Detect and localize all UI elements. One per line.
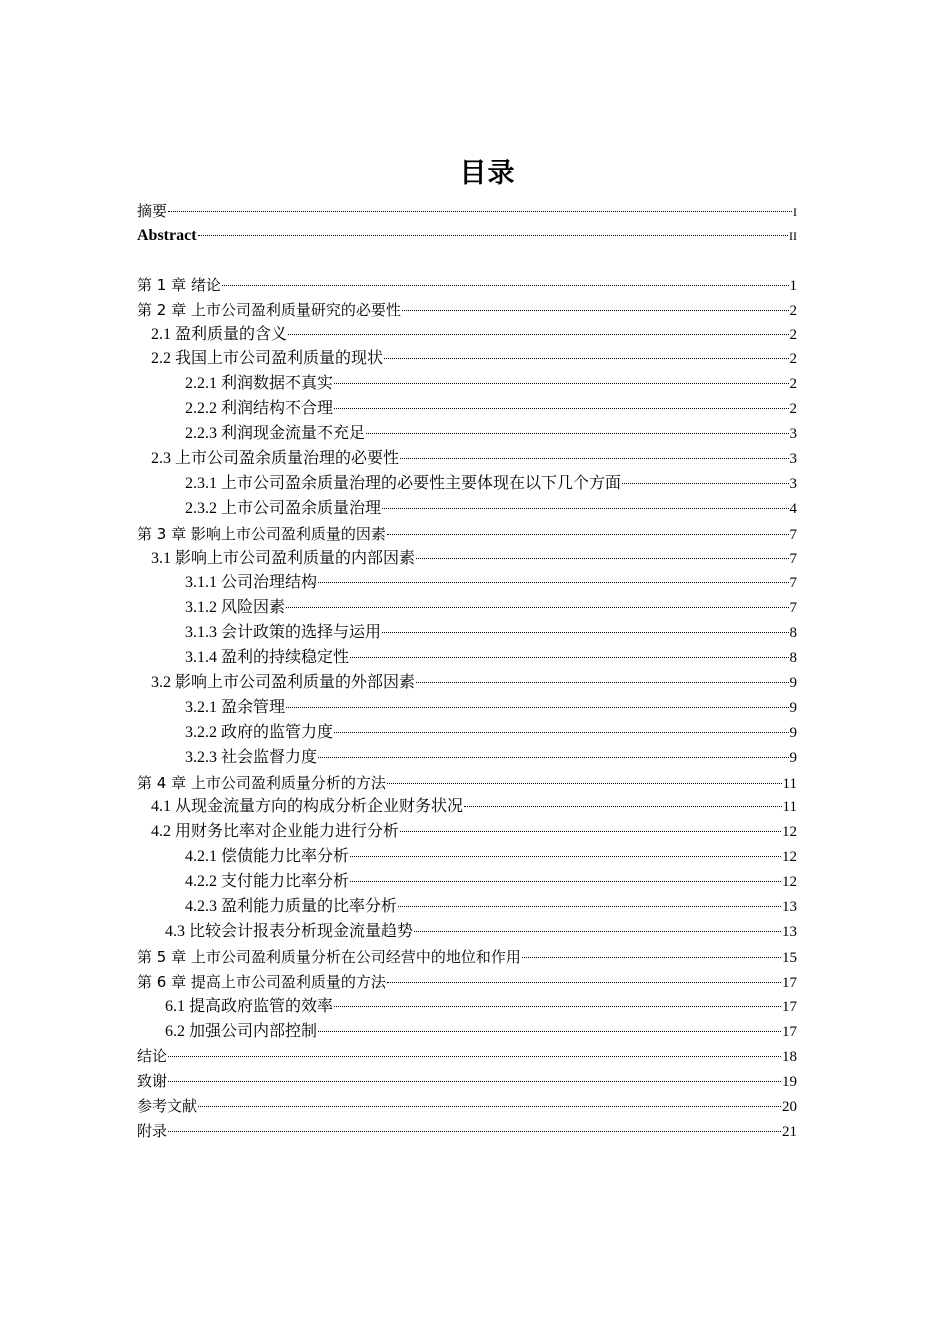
dot-leader bbox=[350, 880, 781, 882]
toc-entry-page: 2 bbox=[789, 326, 797, 343]
toc-entry-section[interactable] bbox=[137, 1020, 797, 1045]
toc-entry-page: 15 bbox=[782, 949, 797, 966]
toc-entry-section[interactable] bbox=[137, 547, 797, 572]
toc-entry-label: 4.2 用财务比率对企业能力进行分析 bbox=[151, 823, 400, 841]
toc-entry-label: 参考文献 bbox=[137, 1097, 198, 1116]
toc-entry-page: 7 bbox=[789, 575, 797, 592]
toc-entry-page: 17 bbox=[782, 974, 797, 991]
toc-entry-label: 4.2.2 支付能力比率分析 bbox=[185, 873, 350, 891]
toc-entry-page: 2 bbox=[789, 401, 797, 418]
toc-entry-subsection[interactable] bbox=[137, 571, 797, 596]
toc-entry-page: 1 bbox=[789, 277, 797, 294]
toc-entry-page: 18 bbox=[782, 1049, 797, 1066]
toc-entry-page: 12 bbox=[782, 849, 797, 866]
dot-leader bbox=[400, 457, 788, 459]
toc-entry-page: 12 bbox=[782, 824, 797, 841]
toc-entry-label: 6.2 加强公司内部控制 bbox=[165, 1022, 318, 1040]
toc-entry-page: 7 bbox=[789, 526, 797, 543]
dot-leader bbox=[168, 1055, 781, 1057]
toc-entry-label: 3.2.1 盈余管理 bbox=[185, 698, 286, 716]
toc-entry-page: 9 bbox=[789, 699, 797, 716]
toc-entry-conclusion[interactable] bbox=[137, 1044, 797, 1069]
dot-leader bbox=[288, 333, 788, 335]
dot-leader bbox=[198, 1105, 781, 1107]
dot-leader bbox=[382, 631, 788, 633]
toc-entry-page: 4 bbox=[789, 500, 797, 517]
dot-leader bbox=[318, 756, 788, 758]
dot-leader bbox=[400, 830, 781, 832]
toc-entry-label: 致谢 bbox=[137, 1072, 168, 1091]
toc-entry-label: 摘要 bbox=[137, 202, 168, 220]
toc-entry-section[interactable] bbox=[137, 795, 797, 820]
toc-entry-label: 3.1.3 会计政策的选择与运用 bbox=[185, 624, 382, 642]
dot-leader bbox=[387, 782, 782, 784]
toc-entry-chapter-2[interactable] bbox=[137, 298, 797, 323]
dot-leader bbox=[334, 1005, 781, 1007]
dot-leader bbox=[334, 382, 788, 384]
toc-entry-subsection[interactable] bbox=[137, 472, 797, 497]
dot-leader bbox=[414, 930, 781, 932]
toc-entry-page: 9 bbox=[789, 749, 797, 766]
toc-list bbox=[137, 199, 797, 1144]
toc-entry-page: 2 bbox=[789, 376, 797, 393]
toc-entry-label: 2.3.1 上市公司盈余质量治理的必要性主要体现在以下几个方面 bbox=[185, 474, 622, 492]
toc-entry-label: 3.1.4 盈利的持续稳定性 bbox=[185, 649, 350, 667]
toc-entry-page: I bbox=[793, 205, 797, 219]
toc-entry-page: 17 bbox=[782, 1023, 797, 1040]
toc-entry-label: 6.1 提高政府监管的效率 bbox=[165, 997, 334, 1015]
toc-entry-page: 3 bbox=[789, 426, 797, 443]
toc-entry-subsection[interactable] bbox=[137, 870, 797, 895]
toc-entry-page: 7 bbox=[789, 600, 797, 617]
toc-entry-label: 第 5 章 上市公司盈利质量分析在公司经营中的地位和作用 bbox=[137, 947, 521, 966]
toc-entry-page: 8 bbox=[789, 650, 797, 667]
toc-entry-section[interactable] bbox=[137, 995, 797, 1020]
toc-entry-label: 4.1 从现金流量方向的构成分析企业财务状况 bbox=[151, 798, 464, 816]
toc-entry-page: 7 bbox=[789, 550, 797, 567]
toc-entry-subsection[interactable] bbox=[137, 596, 797, 621]
toc-entry-label: 结论 bbox=[137, 1047, 168, 1066]
dot-leader bbox=[168, 210, 792, 212]
dot-leader bbox=[198, 234, 788, 236]
toc-entry-label: 3.2.2 政府的监管力度 bbox=[185, 723, 334, 741]
toc-entry-label: 第 1 章 绪论 bbox=[137, 275, 221, 294]
toc-entry-subsection[interactable] bbox=[137, 372, 797, 397]
toc-entry-subsection[interactable] bbox=[137, 746, 797, 771]
toc-entry-references[interactable] bbox=[137, 1094, 797, 1119]
dot-leader bbox=[382, 507, 788, 509]
toc-entry-chapter-4[interactable] bbox=[137, 771, 797, 796]
toc-entry-page: 21 bbox=[782, 1124, 797, 1141]
toc-entry-chapter-1[interactable] bbox=[137, 273, 797, 298]
toc-entry-label: 3.1 影响上市公司盈利质量的内部因素 bbox=[151, 549, 416, 567]
toc-entry-label: 3.2 影响上市公司盈利质量的外部因素 bbox=[151, 674, 416, 692]
toc-entry-page: 3 bbox=[789, 451, 797, 468]
dot-leader bbox=[286, 606, 788, 608]
toc-entry-label: Abstract bbox=[137, 226, 197, 244]
toc-entry-page: 20 bbox=[782, 1099, 797, 1116]
toc-entry-label: 3.1.2 风险因素 bbox=[185, 599, 286, 617]
dot-leader bbox=[387, 981, 781, 983]
toc-title: 目录 bbox=[459, 158, 516, 189]
dot-leader bbox=[168, 1130, 781, 1132]
dot-leader bbox=[387, 533, 789, 535]
toc-entry-abstract-en[interactable] bbox=[137, 224, 797, 249]
dot-leader bbox=[334, 407, 788, 409]
toc-entry-section[interactable] bbox=[137, 820, 797, 845]
toc-entry-page: 9 bbox=[789, 675, 797, 692]
dot-leader bbox=[286, 706, 788, 708]
toc-entry-subsection[interactable] bbox=[137, 646, 797, 671]
toc-entry-page: 2 bbox=[789, 351, 797, 368]
toc-entry-section[interactable] bbox=[137, 323, 797, 348]
toc-entry-label: 3.1.1 公司治理结构 bbox=[185, 574, 318, 592]
dot-leader bbox=[168, 1080, 781, 1082]
toc-entry-chapter-6[interactable] bbox=[137, 970, 797, 995]
toc-entry-subsection[interactable] bbox=[137, 696, 797, 721]
toc-entry-label: 第 4 章 上市公司盈利质量分析的方法 bbox=[137, 773, 386, 792]
toc-entry-label: 2.2.3 利润现金流量不充足 bbox=[185, 425, 366, 443]
toc-entry-label: 第 6 章 提高上市公司盈利质量的方法 bbox=[137, 972, 386, 991]
dot-leader bbox=[416, 557, 788, 559]
toc-entry-subsection[interactable] bbox=[137, 397, 797, 422]
dot-leader bbox=[222, 284, 789, 286]
toc-entry-chapter-5[interactable] bbox=[137, 945, 797, 970]
toc-entry-label: 附录 bbox=[137, 1122, 168, 1141]
dot-leader bbox=[622, 482, 788, 484]
toc-entry-label: 4.2.1 偿债能力比率分析 bbox=[185, 848, 350, 866]
toc-entry-section[interactable] bbox=[137, 347, 797, 372]
toc-entry-label: 2.3 上市公司盈余质量治理的必要性 bbox=[151, 450, 400, 468]
dot-leader bbox=[366, 432, 788, 434]
toc-entry-subsection[interactable] bbox=[137, 721, 797, 746]
toc-entry-abstract-cn[interactable] bbox=[137, 199, 797, 224]
toc-entry-page: 13 bbox=[782, 899, 797, 916]
dot-leader bbox=[384, 357, 788, 359]
toc-entry-page: 19 bbox=[782, 1074, 797, 1091]
dot-leader bbox=[416, 681, 788, 683]
toc-entry-subsection[interactable] bbox=[137, 621, 797, 646]
dot-leader bbox=[318, 581, 788, 583]
dot-leader bbox=[402, 309, 789, 311]
dot-leader bbox=[318, 1030, 781, 1032]
toc-entry-page: 2 bbox=[789, 302, 797, 319]
dot-leader bbox=[350, 656, 788, 658]
toc-entry-label: 2.3.2 上市公司盈余质量治理 bbox=[185, 499, 382, 517]
toc-entry-subsection[interactable] bbox=[137, 895, 797, 920]
toc-entry-label: 第 3 章 影响上市公司盈利质量的因素 bbox=[137, 524, 386, 543]
toc-entry-page: 3 bbox=[789, 475, 797, 492]
toc-entry-label: 4.2.3 盈利能力质量的比率分析 bbox=[185, 898, 398, 916]
toc-entry-label: 2.2.2 利润结构不合理 bbox=[185, 400, 334, 418]
toc-entry-label: 第 2 章 上市公司盈利质量研究的必要性 bbox=[137, 300, 401, 319]
toc-entry-label: 2.1 盈利质量的含义 bbox=[151, 325, 288, 343]
dot-leader bbox=[522, 956, 781, 958]
toc-entry-label: 2.2.1 利润数据不真实 bbox=[185, 375, 334, 393]
toc-entry-subsection[interactable] bbox=[137, 422, 797, 447]
toc-entry-section[interactable] bbox=[137, 447, 797, 472]
toc-entry-page: 12 bbox=[782, 874, 797, 891]
toc-entry-chapter-3[interactable] bbox=[137, 522, 797, 547]
toc-entry-page: II bbox=[789, 228, 797, 243]
toc-entry-page: 9 bbox=[789, 724, 797, 741]
toc-entry-appendix[interactable] bbox=[137, 1119, 797, 1144]
toc-entry-page: 11 bbox=[782, 799, 797, 816]
dot-leader bbox=[398, 905, 781, 907]
dot-leader bbox=[464, 805, 782, 807]
toc-entry-subsection[interactable] bbox=[137, 845, 797, 870]
toc-entry-section[interactable] bbox=[137, 671, 797, 696]
toc-entry-page: 17 bbox=[782, 998, 797, 1015]
toc-entry-label: 3.2.3 社会监督力度 bbox=[185, 748, 318, 766]
toc-entry-subsection[interactable] bbox=[137, 497, 797, 522]
dot-leader bbox=[350, 855, 781, 857]
toc-entry-label: 2.2 我国上市公司盈利质量的现状 bbox=[151, 350, 384, 368]
toc-entry-page: 11 bbox=[782, 775, 797, 792]
toc-entry-section[interactable] bbox=[137, 920, 797, 945]
dot-leader bbox=[334, 731, 788, 733]
toc-entry-label: 4.3 比较会计报表分析现金流量趋势 bbox=[165, 922, 414, 940]
toc-entry-page: 13 bbox=[782, 923, 797, 940]
toc-entry-acknowledgements[interactable] bbox=[137, 1069, 797, 1094]
toc-entry-page: 8 bbox=[789, 625, 797, 642]
